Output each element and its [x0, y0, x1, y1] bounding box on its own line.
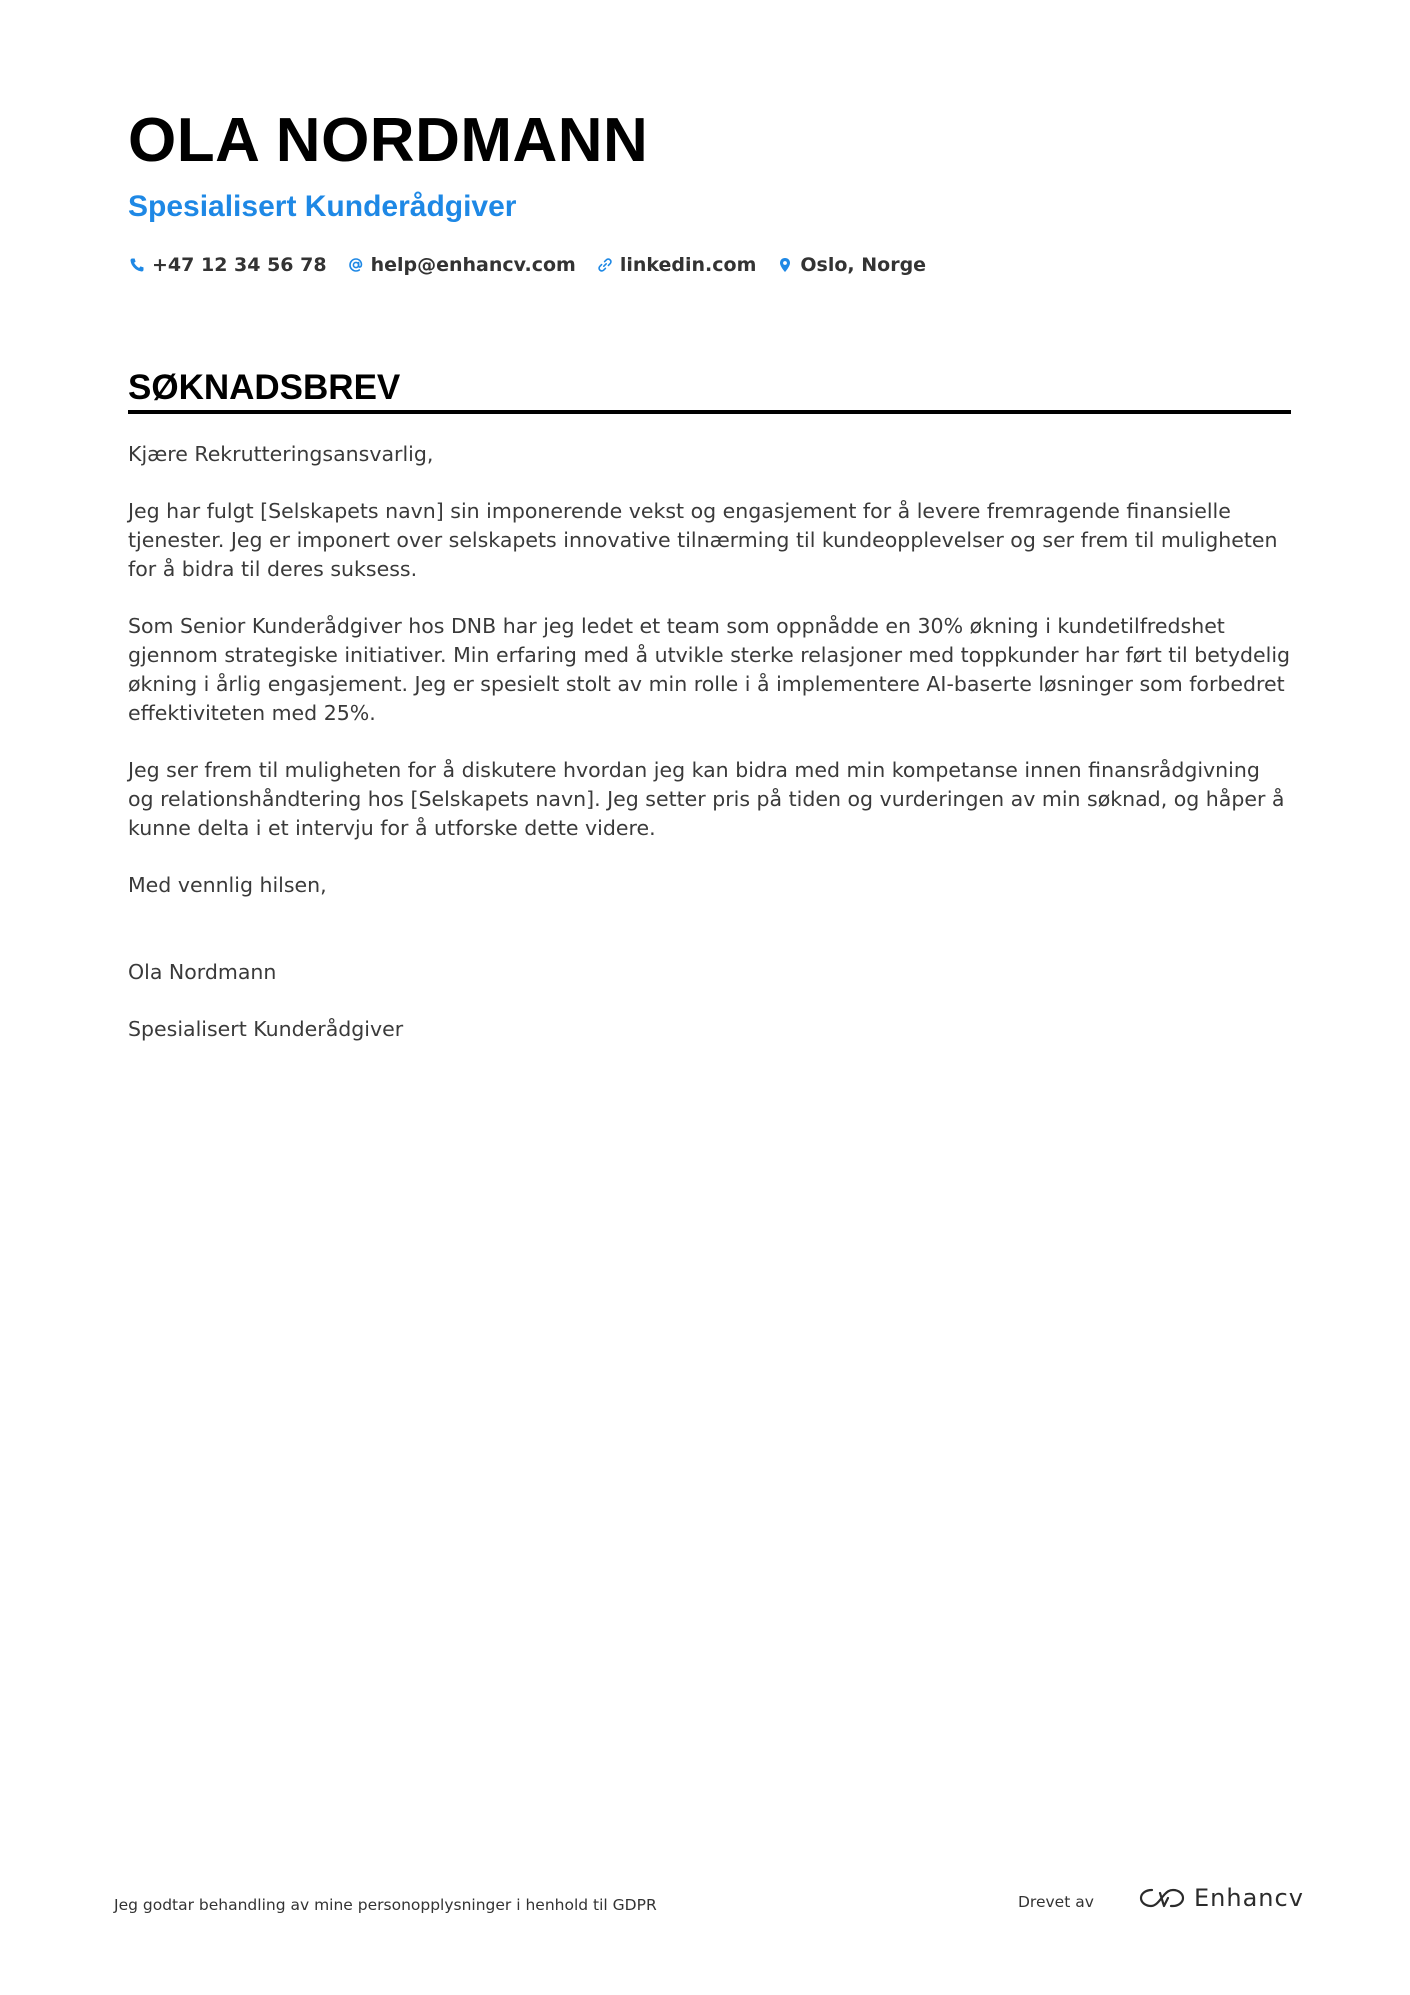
- contact-location: [776, 254, 926, 276]
- letter-paragraph: Jeg har fulgt [Selskapets navn] sin imponerende vekst og engasjement for å levere fremragende finansielle tjenester. Jeg er imponert over selskapets innovative tilnærming til kundeopplevelser og ser frem til muligheten for å bidra til deres suksess.: [128, 499, 1278, 581]
- letter-body: [128, 440, 1291, 1072]
- section-heading: SØKNADSBREV: [128, 368, 401, 407]
- letter-paragraph: Jeg ser frem til muligheten for å diskutere hvordan jeg kan bidra med min kompetanse innen finansrådgivning og relationshåndtering hos [Selskapets navn]. Jeg setter pris på tiden og vurderingen av min søknad, og håper å kunne delta i et intervju for å utforske dette videre.: [128, 758, 1285, 840]
- enhancv-brand-link[interactable]: [1138, 1884, 1304, 1912]
- at-icon: [347, 256, 365, 274]
- link-icon: [596, 256, 614, 274]
- applicant-name: OLA NORDMANN: [128, 106, 649, 175]
- applicant-title: Spesialisert Kunderådgiver: [128, 190, 517, 223]
- gdpr-consent-note: Jeg godtar behandling av mine personopplysninger i henhold til GDPR: [114, 1896, 657, 1914]
- signature-name: Ola Nordmann: [128, 960, 277, 984]
- enhancv-brand-name: Enhancv: [1194, 1884, 1304, 1912]
- location-pin-icon: [776, 256, 794, 274]
- contact-linkedin[interactable]: [596, 254, 757, 276]
- letter-paragraph: Som Senior Kunderådgiver hos DNB har jeg ledet et team som oppnådde en 30% økning i kundetilfredshet gjennom strategiske initiativer. Min erfaring med å utvikle sterke relasjoner med toppkunder har ført til betydelig økning i årlig engasjement. Jeg er spesielt stolt av min rolle i å implementere AI-baserte løsninger som forbedret effektiviteten med 25%.: [128, 614, 1291, 725]
- section-divider: [128, 410, 1291, 414]
- letter-closing: Med vennlig hilsen,: [128, 873, 327, 897]
- enhancv-logo-icon: [1138, 1884, 1186, 1912]
- powered-by-label: Drevet av: [1018, 1893, 1094, 1911]
- phone-number: +47 12 34 56 78: [152, 254, 327, 276]
- phone-icon: [128, 256, 146, 274]
- contact-phone[interactable]: [128, 254, 327, 276]
- linkedin-url: linkedin.com: [619, 254, 757, 276]
- contact-info: [128, 254, 946, 276]
- letter-greeting: Kjære Rekrutteringsansvarlig,: [128, 442, 434, 466]
- email-address: help@enhancv.com: [370, 254, 576, 276]
- contact-email[interactable]: [347, 254, 576, 276]
- location-text: Oslo, Norge: [800, 254, 927, 276]
- signature-title: Spesialisert Kunderådgiver: [128, 1017, 404, 1041]
